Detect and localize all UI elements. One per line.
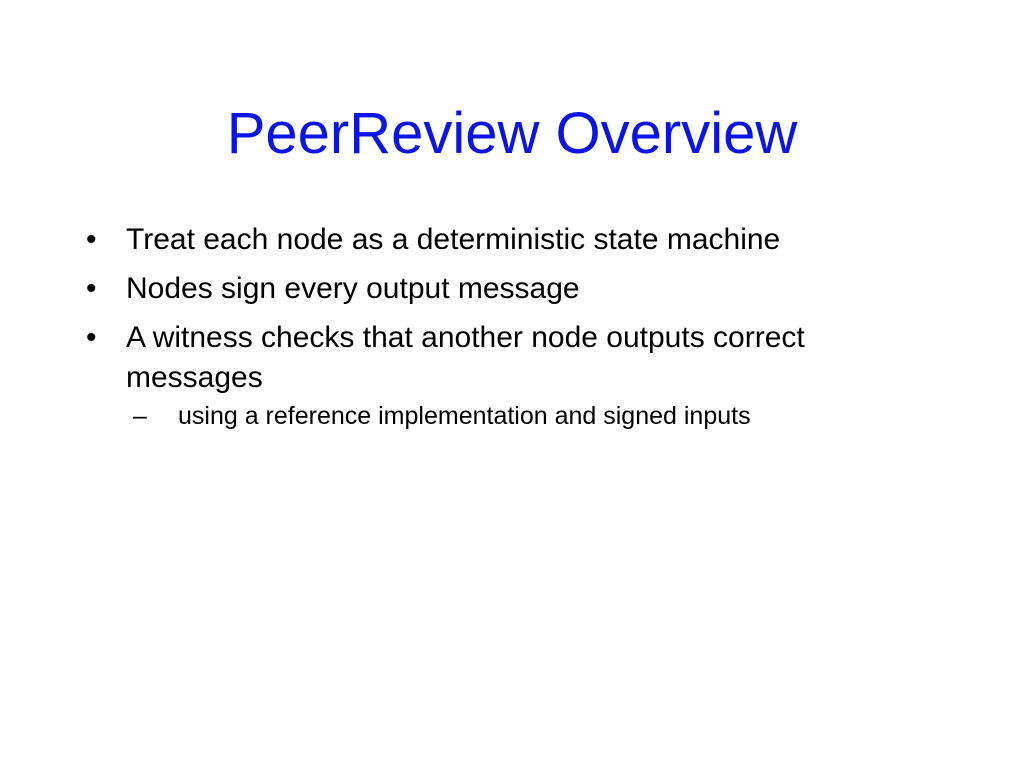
- bullet-marker: •: [86, 223, 97, 256]
- bullet-marker: •: [86, 321, 97, 354]
- sub-bullet-text: using a reference implementation and signed inputs: [178, 402, 751, 430]
- sub-bullet-item: [133, 400, 936, 432]
- sub-bullet-marker: –: [133, 402, 147, 430]
- bullet-item: [86, 269, 936, 309]
- bullet-text: Treat each node as a deterministic state machine: [126, 223, 781, 256]
- bullet-item: [86, 318, 936, 432]
- bullet-text: A witness checks that another node outputs correct messages: [126, 321, 805, 394]
- sub-bullet-list: [126, 400, 936, 432]
- bullet-text: Nodes sign every output message: [126, 272, 580, 305]
- bullet-list: [86, 220, 936, 441]
- bullet-item: [86, 220, 936, 260]
- slide-title: PeerReview Overview: [226, 101, 798, 166]
- bullet-marker: •: [86, 272, 97, 305]
